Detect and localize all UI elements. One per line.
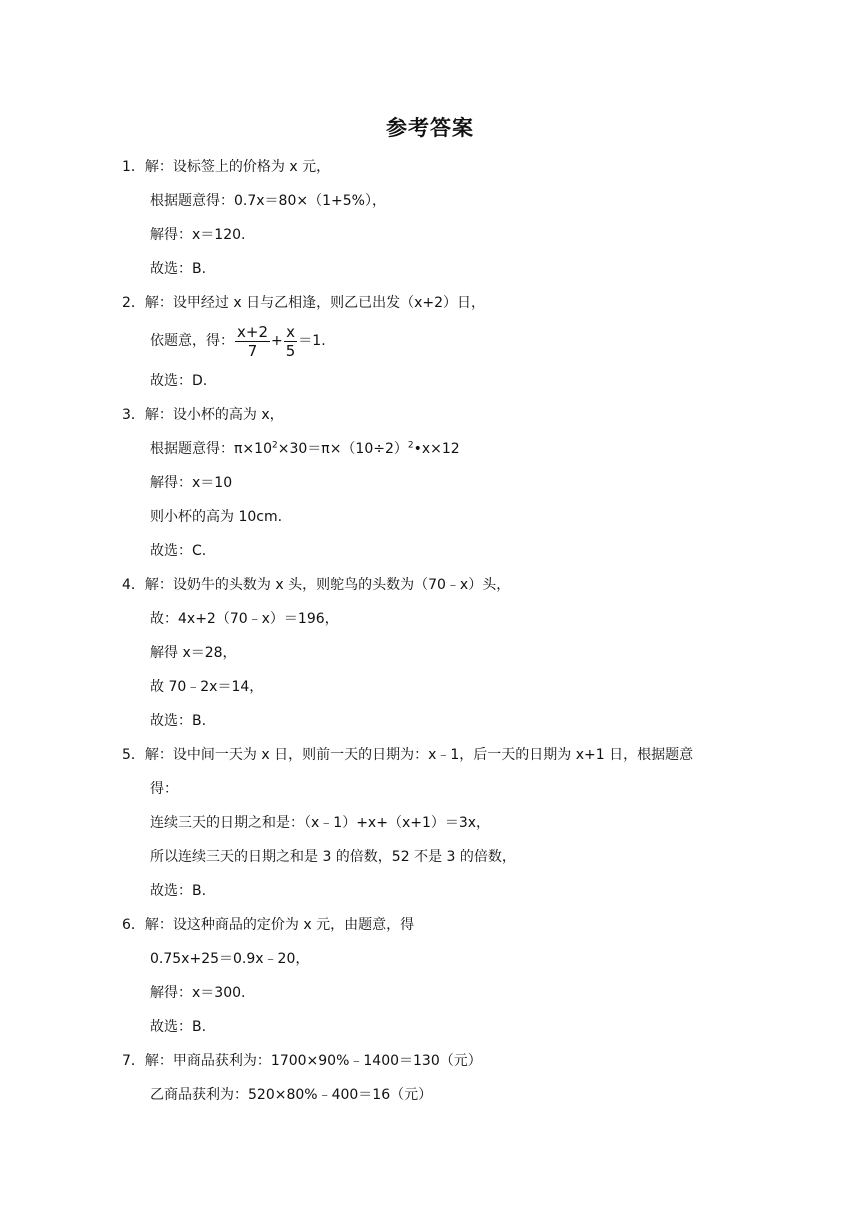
- fraction-1: [235, 323, 270, 360]
- plus-sign: +: [271, 333, 283, 349]
- fraction-2-numerator: x: [284, 323, 298, 342]
- fraction-2: [284, 323, 298, 360]
- q5-line-1: 5．解：设中间一天为 x 日，则前一天的日期为：x﹣1，后一天的日期为 x+1 日，根据题意: [122, 747, 694, 763]
- q1-line-4: 故选：B.: [150, 261, 207, 277]
- q4-line-1: 4．解：设奶牛的头数为 x 头，则鸵鸟的头数为（70﹣x）头，: [122, 577, 511, 593]
- q1-line-2: 根据题意得：0.7x＝80×（1+5%），: [150, 193, 386, 209]
- q3-line-5: 故选：C.: [150, 543, 207, 559]
- q6-line-3: 解得：x＝300.: [150, 985, 246, 1001]
- q7-line-1: 7．解：甲商品获利为：1700×90%﹣1400＝130（元）: [122, 1053, 482, 1069]
- q3-eq-part-b: ×30＝π×（10÷2）: [277, 441, 408, 457]
- q3-line-4: 则小杯的高为 10cm.: [150, 509, 283, 525]
- q3-line-2: [150, 440, 460, 458]
- superscript-1: 2: [271, 440, 278, 451]
- q4-line-3: 解得 x＝28，: [150, 645, 237, 661]
- fraction-1-denominator: 7: [247, 341, 258, 360]
- q4-line-4: 故 70﹣2x＝14，: [150, 679, 264, 695]
- q5-line-5: 故选：B.: [150, 883, 207, 899]
- q4-line-2: 故：4x+2（70﹣x）＝196，: [150, 611, 339, 627]
- q3-eq-part-a: 根据题意得：π×10: [150, 441, 272, 457]
- q2-equation-suffix: ＝1.: [298, 333, 326, 349]
- q2-line-1: 2．解：设甲经过 x 日与乙相逢，则乙已出发（x+2）日，: [122, 295, 486, 311]
- q1-line-3: 解得：x＝120.: [150, 227, 246, 243]
- q3-line-1: 3．解：设小杯的高为 x，: [122, 407, 284, 423]
- q3-eq-part-c: •x×12: [413, 441, 460, 457]
- fraction-2-denominator: 5: [285, 341, 296, 360]
- q6-line-1: 6．解：设这种商品的定价为 x 元，由题意，得: [122, 917, 415, 933]
- q4-line-5: 故选：B.: [150, 713, 207, 729]
- page-title: 参考答案: [386, 116, 474, 140]
- q2-line-3: 故选：D.: [150, 373, 208, 389]
- superscript-2: 2: [407, 440, 414, 451]
- q3-line-3: 解得：x＝10: [150, 475, 233, 491]
- q2-line-2: [150, 322, 326, 360]
- q2-equation-prefix: 依题意，得：: [150, 333, 234, 349]
- q7-line-2: 乙商品获利为：520×80%﹣400＝16（元）: [150, 1087, 433, 1103]
- q6-line-4: 故选：B.: [150, 1019, 207, 1035]
- fraction-1-numerator: x+2: [237, 322, 268, 341]
- q5-line-2: 得：: [150, 781, 178, 797]
- q5-line-3: 连续三天的日期之和是：（x﹣1）+x+（x+1）＝3x，: [150, 815, 491, 831]
- q5-line-4: 所以连续三天的日期之和是 3 的倍数，52 不是 3 的倍数，: [150, 849, 516, 865]
- q1-line-1: 1．解：设标签上的价格为 x 元，: [122, 159, 331, 175]
- q6-line-2: 0.75x+25＝0.9x﹣20，: [150, 951, 310, 967]
